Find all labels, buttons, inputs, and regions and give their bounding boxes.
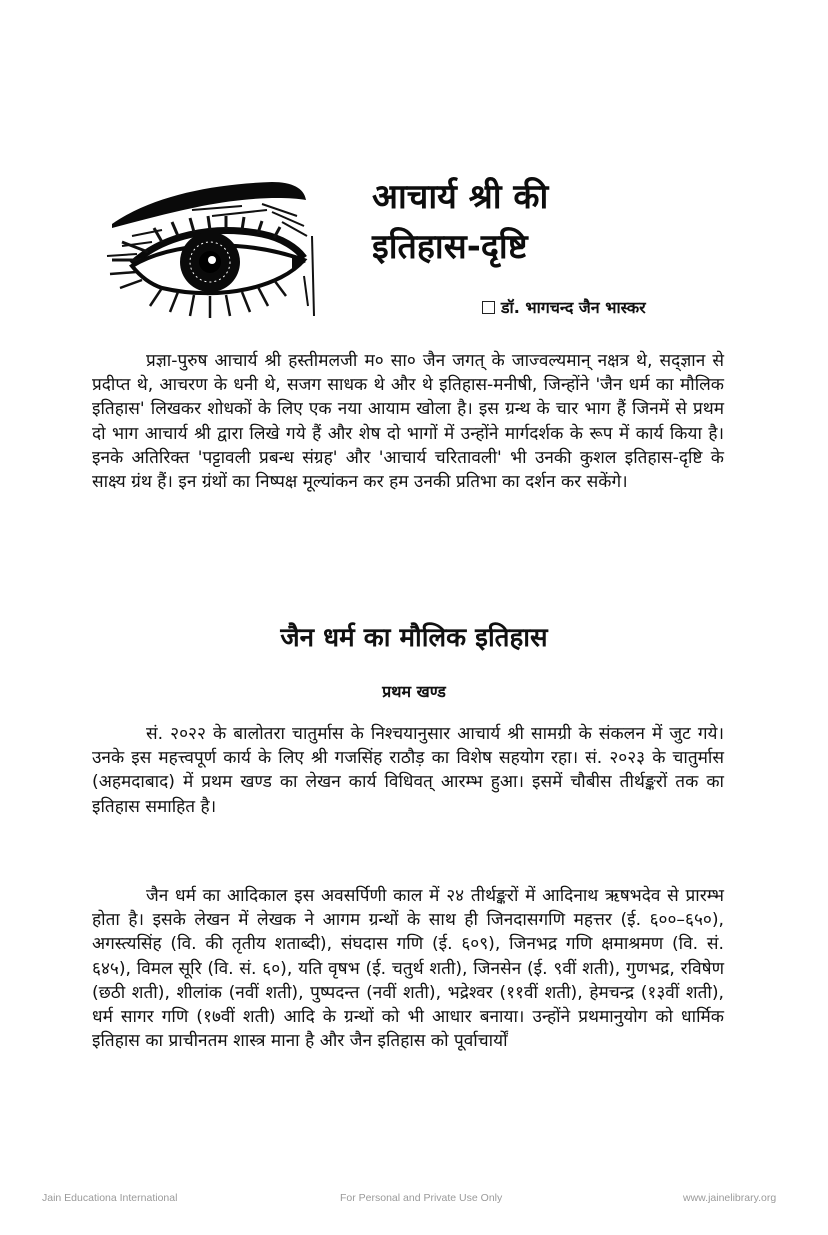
square-bullet-icon — [482, 301, 495, 314]
title-line-2: इतिहास-दृष्टि — [372, 227, 528, 267]
intro-paragraph-text: प्रज्ञा-पुरुष आचार्य श्री हस्तीमलजी म० सा० जैन जगत् के जाज्वल्यमान् नक्षत्र थे, सद्ज्ञान से प्रदीप्त थे, आचरण के धनी थे, सजग साधक थे और थे इतिहास-मनीषी, जिन्होंने 'जैन धर्म का मौलिक इतिहास' लिखकर शोधकों के लिए एक नया आयाम खोला है। इस ग्रन्थ के चार भाग हैं जिनमें से प्रथम दो भाग आचार्य श्री द्वारा लिखे गये हैं और शेष दो भागों में उन्होंने मार्गदर्शक के रूप में कार्य किया है। इनके अतिरिक्त 'पट्टावली प्रबन्ध संग्रह' और 'आचार्य चरितावली' भी उनकी कुशल इतिहास-दृष्टि के साक्ष्य ग्रंथ हैं। इन ग्रंथों का निष्पक्ष मूल्यांकन कर हम उनकी प्रतिभा का दर्शन कर सकेंगे। — [92, 351, 724, 493]
eye-illustration — [92, 176, 324, 326]
title-line-1: आचार्य श्री की — [372, 177, 549, 217]
body-paragraph-text: जैन धर्म का आदिकाल इस अवसर्पिणी काल में २४ तीर्थङ्करों में आदिनाथ ऋषभदेव से प्रारम्भ होता है। इसके लेखन में लेखक ने आगम ग्रन्थों के साथ ही जिनदासगणि महत्तर (ई. ६००–६५०), अगस्त्यसिंह (वि. की तृतीय शताब्दी), संघदास गणि (ई. ६०९), जिनभद्र गणि क्षमाश्रमण (वि. सं. ६४५), विमल सूरि (वि. सं. ६०), यति वृषभ (ई. चतुर्थ शती), जिनसेन (ई. ९वीं शती), गुणभद्र, रविषेण (छठी शती), शीलांक (नवीं शती), पुष्पदन्त (नवीं शती), भद्रेश्वर (११वीं शती), हेमचन्द्र (१३वीं शती), धर्म सागर गणि (१७वीं शती) आदि के ग्रन्थों को भी आधार बनाया। उन्होंने प्रथमानुयोग को धार्मिक इतिहास का प्राचीनतम शास्त्र माना है और जैन इतिहास को पूर्वाचार्यों — [92, 886, 724, 1052]
eye-icon — [92, 176, 324, 326]
article-title — [372, 172, 548, 272]
body-paragraph-text: सं. २०२२ के बालोतरा चातुर्मास के निश्चयानुसार आचार्य श्री सामग्री के संकलन में जुट गये। उनके इस महत्त्वपूर्ण कार्य के लिए श्री गजसिंह राठौड़ का विशेष सहयोग रहा। सं. २०२३ के चातुर्मास (अहमदाबाद) में प्रथम खण्ड का लेखन कार्य विधिवत् आरम्भ हुआ। इसमें चौबीस तीर्थङ्करों तक का इतिहास समाहित है। — [92, 724, 724, 817]
section-heading: जैन धर्म का मौलिक इतिहास — [280, 623, 548, 653]
body-paragraph — [92, 884, 724, 1053]
author-byline — [482, 296, 646, 318]
footer-center: For Personal and Private Use Only — [340, 1192, 503, 1204]
intro-paragraph — [92, 349, 724, 494]
footer-link[interactable]: www.jainelibrary.org — [683, 1192, 777, 1204]
author-name: डॉ. भागचन्द जैन भास्कर — [501, 298, 646, 317]
footer-left: Jain Educationa International — [42, 1192, 178, 1204]
body-paragraph — [92, 722, 724, 819]
section-subheading: प्रथम खण्ड — [382, 682, 446, 701]
